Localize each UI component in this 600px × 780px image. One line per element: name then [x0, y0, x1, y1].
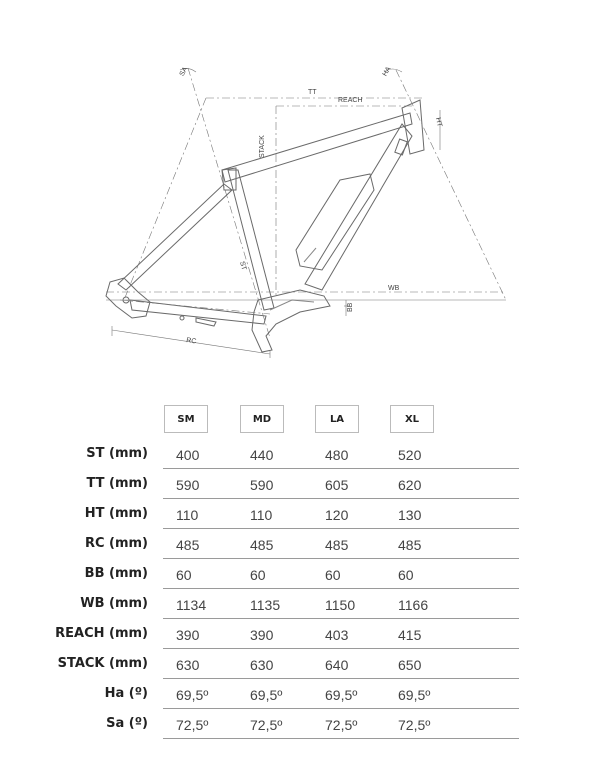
cell-xl: 650: [398, 657, 422, 673]
table-row-ha: [0, 679, 600, 709]
cell-md: 69,5º: [250, 687, 283, 703]
cell-xl: 485: [398, 537, 422, 553]
cell-la: 485: [325, 537, 349, 553]
cell-xl: 60: [398, 567, 414, 583]
row-label: TT (mm): [86, 476, 148, 491]
dim-label-ht: HT: [434, 116, 443, 128]
cell-xl: 72,5º: [398, 717, 431, 733]
cell-la: 1150: [325, 597, 356, 613]
row-label: ST (mm): [86, 446, 148, 461]
table-row-reach: [0, 619, 600, 649]
dim-label-stack: STACK: [259, 135, 266, 158]
row-label: RC (mm): [84, 536, 148, 551]
cell-sm: 485: [176, 537, 200, 553]
cell-la: 72,5º: [325, 717, 358, 733]
cell-sm: 110: [176, 507, 199, 523]
cell-xl: 130: [398, 507, 422, 523]
size-header-la: LA: [315, 405, 359, 433]
table-row-st: [0, 439, 600, 469]
size-header-sm: SM: [164, 405, 208, 433]
cell-xl: 1166: [398, 597, 429, 613]
cell-sm: 60: [176, 567, 192, 583]
cell-sm: 400: [176, 447, 200, 463]
cell-md: 485: [250, 537, 274, 553]
cell-xl: 415: [398, 627, 422, 643]
cell-md: 630: [250, 657, 274, 673]
row-label: BB (mm): [84, 566, 148, 581]
size-header-xl: XL: [390, 405, 434, 433]
dim-label-tt: TT: [308, 89, 317, 96]
cell-sm: 72,5º: [176, 717, 209, 733]
table-row-stack: [0, 649, 600, 679]
cell-md: 110: [250, 507, 273, 523]
dim-label-st: ST: [238, 260, 248, 272]
table-row-wb: [0, 589, 600, 619]
frame-geometry-diagram: [0, 0, 600, 380]
cell-md: 60: [250, 567, 266, 583]
cell-md: 1135: [250, 597, 281, 613]
row-label: REACH (mm): [55, 626, 148, 641]
seat-tube: [228, 170, 274, 310]
dim-label-reach: REACH: [338, 97, 363, 104]
cell-md: 390: [250, 627, 274, 643]
cell-la: 120: [325, 507, 349, 523]
cell-sm: 69,5º: [176, 687, 209, 703]
cell-la: 640: [325, 657, 349, 673]
table-row-tt: [0, 469, 600, 499]
dim-label-rc: RC: [185, 337, 197, 346]
chain-stay: [130, 300, 266, 324]
row-label: Sa (º): [106, 716, 148, 731]
dim-label-bb: BB: [347, 302, 354, 312]
dim-label-wb: WB: [388, 285, 400, 292]
seat-stay: [118, 184, 232, 290]
cell-xl: 620: [398, 477, 422, 493]
cell-la: 60: [325, 567, 341, 583]
cell-xl: 69,5º: [398, 687, 431, 703]
row-divider: [163, 738, 519, 739]
row-label: Ha (º): [104, 686, 148, 701]
table-row-bb: [0, 559, 600, 589]
cell-sm: 390: [176, 627, 200, 643]
cell-sm: 1134: [176, 597, 207, 613]
cell-xl: 520: [398, 447, 422, 463]
size-header-md: MD: [240, 405, 284, 433]
row-label: HT (mm): [84, 506, 148, 521]
cell-md: 440: [250, 447, 274, 463]
cell-la: 480: [325, 447, 349, 463]
cell-la: 403: [325, 627, 349, 643]
row-label: WB (mm): [80, 596, 148, 611]
table-row-ht: [0, 499, 600, 529]
top-tube: [222, 113, 412, 182]
cell-md: 72,5º: [250, 717, 283, 733]
table-row-sa: [0, 709, 600, 739]
dim-label-ha: HA: [381, 65, 393, 78]
cell-sm: 590: [176, 477, 200, 493]
motor: [252, 290, 330, 352]
table-row-rc: [0, 529, 600, 559]
cell-sm: 630: [176, 657, 200, 673]
row-label: STACK (mm): [57, 656, 148, 671]
cell-la: 605: [325, 477, 349, 493]
dim-label-sa: SA: [178, 66, 190, 78]
cell-la: 69,5º: [325, 687, 358, 703]
cell-md: 590: [250, 477, 274, 493]
